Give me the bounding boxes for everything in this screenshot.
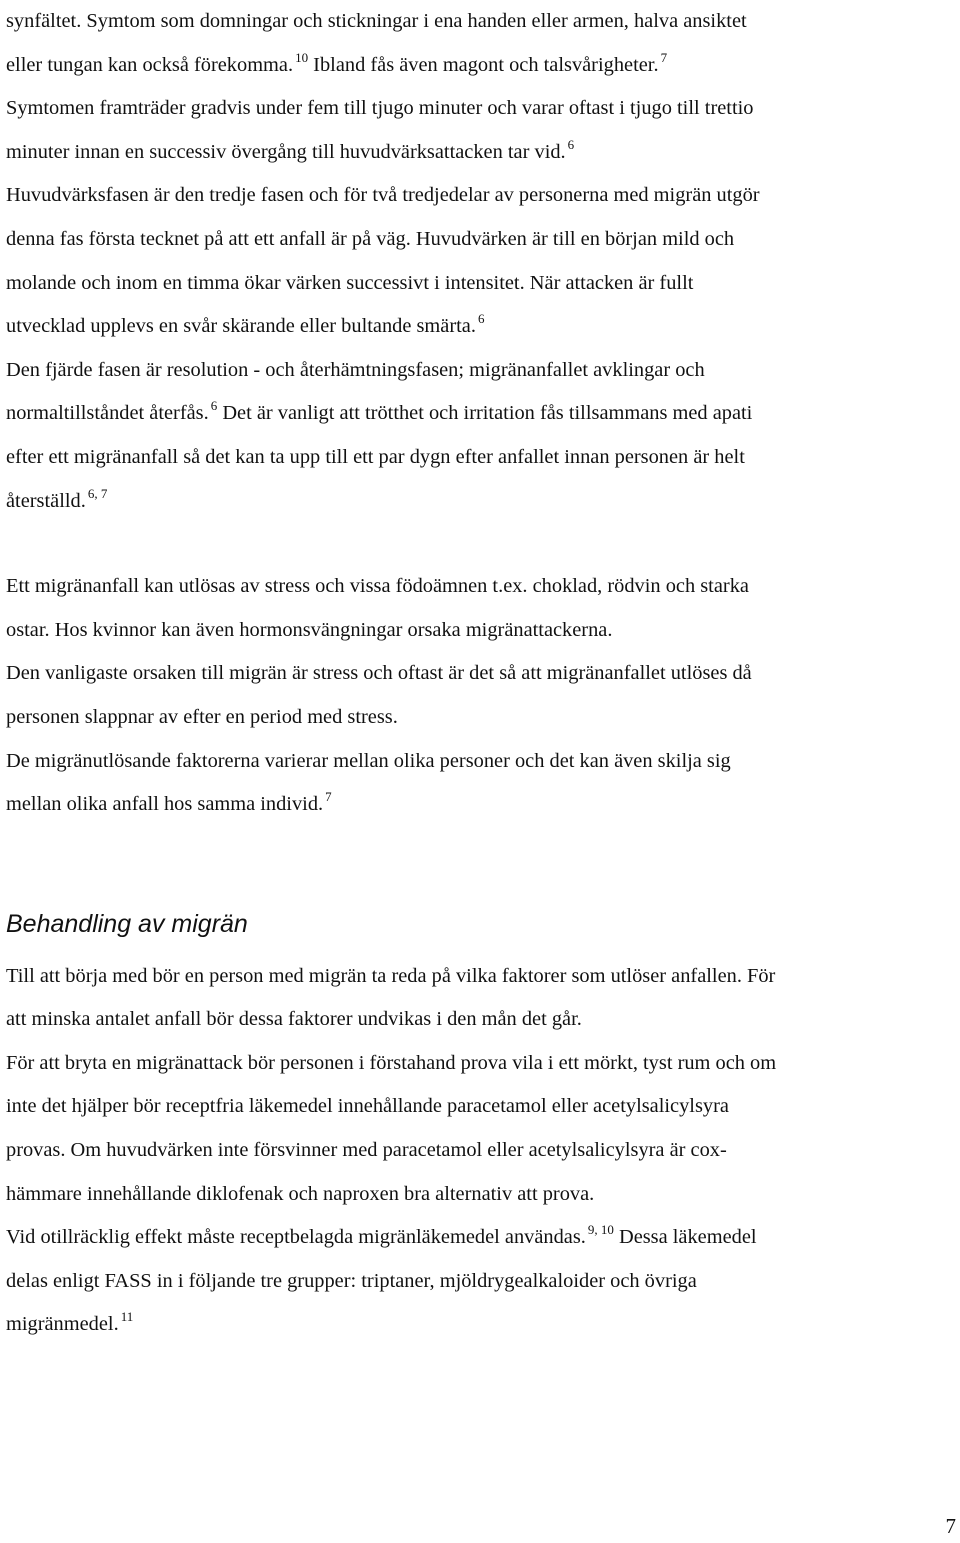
text-line xyxy=(6,783,954,827)
paragraph-migraine-triggers xyxy=(6,565,954,827)
text-span: synfältet. Symtom som domningar och stickningar i ena handen eller armen, halva ansiktet xyxy=(6,10,747,32)
text-span: att minska antalet anfall bör dessa faktorer undvikas i den mån det går. xyxy=(6,1008,582,1031)
text-span: utvecklad upplevs en svår skärande eller bultande smärta. xyxy=(6,315,476,338)
text-span: Ibland fås även magont och talsvårigheter. xyxy=(313,53,659,76)
text-span: Den fjärde fasen är resolution - och återhämtningsfasen; migränanfallet avklingar och xyxy=(6,358,705,381)
text-line xyxy=(6,87,954,131)
section-spacer xyxy=(6,827,954,899)
footnote-reference: 6 xyxy=(477,311,485,327)
text-span: Till att börja med bör en person med migrän ta reda på vilka faktorer som utlöser anfallen. För xyxy=(6,964,776,987)
text-span: För att bryta en migränattack bör personen i förstahand prova vila i ett mörkt, tyst rum och om xyxy=(6,1051,777,1074)
text-line xyxy=(6,349,954,393)
text-line xyxy=(6,1085,954,1129)
text-span: provas. Om huvudvärken inte försvinner med paracetamol eller acetylsalicylsyra är cox- xyxy=(6,1139,727,1162)
paragraph-spacer xyxy=(6,523,954,565)
text-span: delas enligt FASS in i följande tre grupper: triptaner, mjöldrygealkaloider och övriga xyxy=(6,1269,697,1292)
footnote-reference: 6 xyxy=(567,136,575,152)
text-line xyxy=(6,696,954,740)
text-span: Huvudvärksfasen är den tredje fasen och för två tredjedelar av personerna med migrän utgör xyxy=(6,184,760,207)
text-span: hämmare innehållande diklofenak och naproxen bra alternativ att prova. xyxy=(6,1182,595,1205)
text-span: minuter innan en successiv övergång till huvudvärksattacken tar vid. xyxy=(6,140,566,163)
text-line xyxy=(6,955,954,999)
page-number: 7 xyxy=(945,1514,956,1538)
text-span: ostar. Hos kvinnor kan även hormonsvängningar orsaka migränattackerna. xyxy=(6,618,613,641)
text-line xyxy=(6,218,954,262)
text-line xyxy=(6,565,954,609)
document-page xyxy=(6,0,954,1347)
text-line xyxy=(6,1216,954,1260)
text-span: De migränutlösande faktorerna varierar mellan olika personer och det kan även skilja sig xyxy=(6,749,731,772)
text-span: migränmedel. xyxy=(6,1313,119,1336)
text-span: eller tungan kan också förekomma. xyxy=(6,53,294,76)
text-line xyxy=(6,131,954,175)
text-line xyxy=(6,1303,954,1347)
text-line xyxy=(6,1129,954,1173)
text-span: normaltillståndet återfås. xyxy=(6,402,209,425)
text-line xyxy=(6,998,954,1042)
text-span: molande och inom en timma ökar värken successivt i intensitet. När attacken är fullt xyxy=(6,271,694,294)
text-span: återställd. xyxy=(6,489,86,512)
footnote-reference: 6 xyxy=(210,398,218,414)
footnote-reference: 11 xyxy=(120,1309,134,1325)
text-line xyxy=(6,44,954,88)
paragraph-migraine-phases xyxy=(6,0,954,523)
text-span: efter ett migränanfall så det kan ta upp till ett par dygn efter anfallet innan personen är helt xyxy=(6,445,745,468)
text-line xyxy=(6,305,954,349)
text-span: denna fas första tecknet på att ett anfall är på väg. Huvudvärken är till en början mild och xyxy=(6,227,735,250)
text-span: personen slappnar av efter en period med stress. xyxy=(6,705,398,728)
text-span: Vid otillräcklig effekt måste receptbelagda migränläkemedel användas. xyxy=(6,1226,586,1249)
text-line xyxy=(6,436,954,480)
text-line xyxy=(6,1260,954,1304)
text-line xyxy=(6,652,954,696)
text-span: Den vanligaste orsaken till migrän är stress och oftast är det så att migränanfallet utlöses då xyxy=(6,662,752,685)
paragraph-treatment xyxy=(6,955,954,1347)
footnote-reference: 6, 7 xyxy=(87,485,108,501)
footnote-reference: 7 xyxy=(325,789,332,805)
text-line xyxy=(6,392,954,436)
section-heading: Behandling av migrän xyxy=(6,909,248,938)
footnote-reference: 7 xyxy=(660,49,668,65)
text-line xyxy=(6,740,954,784)
text-line xyxy=(6,480,954,524)
text-span: Dessa läkemedel xyxy=(618,1226,757,1249)
text-line xyxy=(6,1042,954,1086)
text-line xyxy=(6,1173,954,1217)
text-line xyxy=(6,174,954,218)
text-line xyxy=(6,262,954,306)
text-span: mellan olika anfall hos samma individ. xyxy=(6,793,324,816)
text-line xyxy=(6,0,954,44)
footnote-reference: 10 xyxy=(295,49,309,65)
footnote-reference: 9, 10 xyxy=(587,1222,614,1238)
text-span: Symtomen framträder gradvis under fem till tjugo minuter och varar oftast i tjugo till trettio xyxy=(6,97,754,120)
text-span: Ett migränanfall kan utlösas av stress och vissa födoämnen t.ex. choklad, rödvin och starka xyxy=(6,575,749,598)
text-span: inte det hjälper bör receptfria läkemedel innehållande paracetamol eller acetylsalicylsyra xyxy=(6,1095,729,1118)
text-span: Det är vanligt att trötthet och irritation fås tillsammans med apati xyxy=(222,402,753,425)
text-line xyxy=(6,609,954,653)
